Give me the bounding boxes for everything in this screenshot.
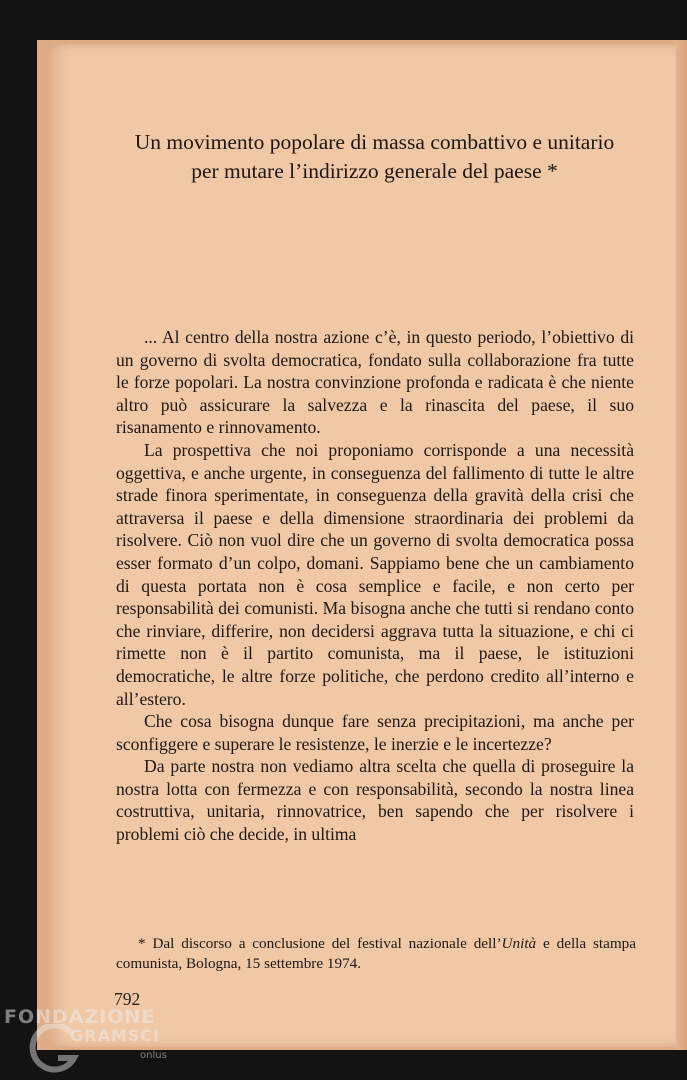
watermark-line-3: onlus: [140, 1050, 167, 1061]
title-line-1: Un movimento popolare di massa combattivo e unitario: [134, 130, 615, 154]
footnote-italic: Unità: [501, 935, 537, 952]
watermark-line-2: GRAMSCI: [70, 1026, 160, 1045]
page-right-edge: [676, 40, 687, 1050]
paragraph: La prospettiva che noi proponiamo corrisponde a una necessità oggettiva, e anche urgente, in conseguenza del fallimento di tutte le altre strade finora sperimentate, in conseguenza della gravità della crisi che attraversa il paese e della dimensione straordinaria dei problemi da risolvere. Ciò non vuol dire che un governo di svolta democratica possa esser formato d’un colpo, domani. Sappiamo bene che un cambiamento di questa portata non è cosa semplice e facile, e non certo per responsabilità dei comunisti. Ma bisogna anche che tutti si rendano conto che rinviare, differire, non decidersi aggrava tutta la situazione, e chi ci rimette non è il partito comunista, ma il paese, le istituzioni democratiche, le altre forze politiche, che perdono credito all’interno e all’estero.: [116, 439, 634, 709]
footnote-text-after: e della stampa comunista, Bologna, 15 settembre 1974.: [116, 935, 636, 972]
paragraph: Che cosa bisogna dunque fare senza precipitazioni, ma anche per sconfiggere e superare le resistenze, le inerzie e le incertezze?: [116, 711, 634, 754]
paragraph: Da parte nostra non vediamo altra scelta che quella di proseguire la nostra lotta con fermezza e con responsabilità, secondo la nostra linea costruttiva, unitaria, rinnovatrice, ben sapendo che per risolvere i problemi ciò che decide, in ultima: [116, 756, 634, 845]
watermark-logo: [0, 1000, 180, 1080]
footnote: [116, 934, 636, 974]
title-line-2: per mutare l’indirizzo generale del paese *: [191, 159, 558, 183]
body-text: [116, 326, 634, 846]
footnote-text-before: * Dal discorso a conclusione del festival nazionale dell’: [138, 935, 502, 952]
watermark-line-1: FONDAZIONE: [4, 1006, 156, 1028]
page-title: [0, 128, 687, 186]
page-number: 792: [114, 989, 141, 1009]
paragraph: ... Al centro della nostra azione c’è, in questo periodo, l’obiettivo di un governo di svolta democratica, fondato sulla collaborazione fra tutte le forze popolari. La nostra convinzione profonda e radicata è che niente altro può assicurare la salvezza e la rinascita del paese, il suo risanamento e rinnovamento.: [116, 327, 634, 438]
